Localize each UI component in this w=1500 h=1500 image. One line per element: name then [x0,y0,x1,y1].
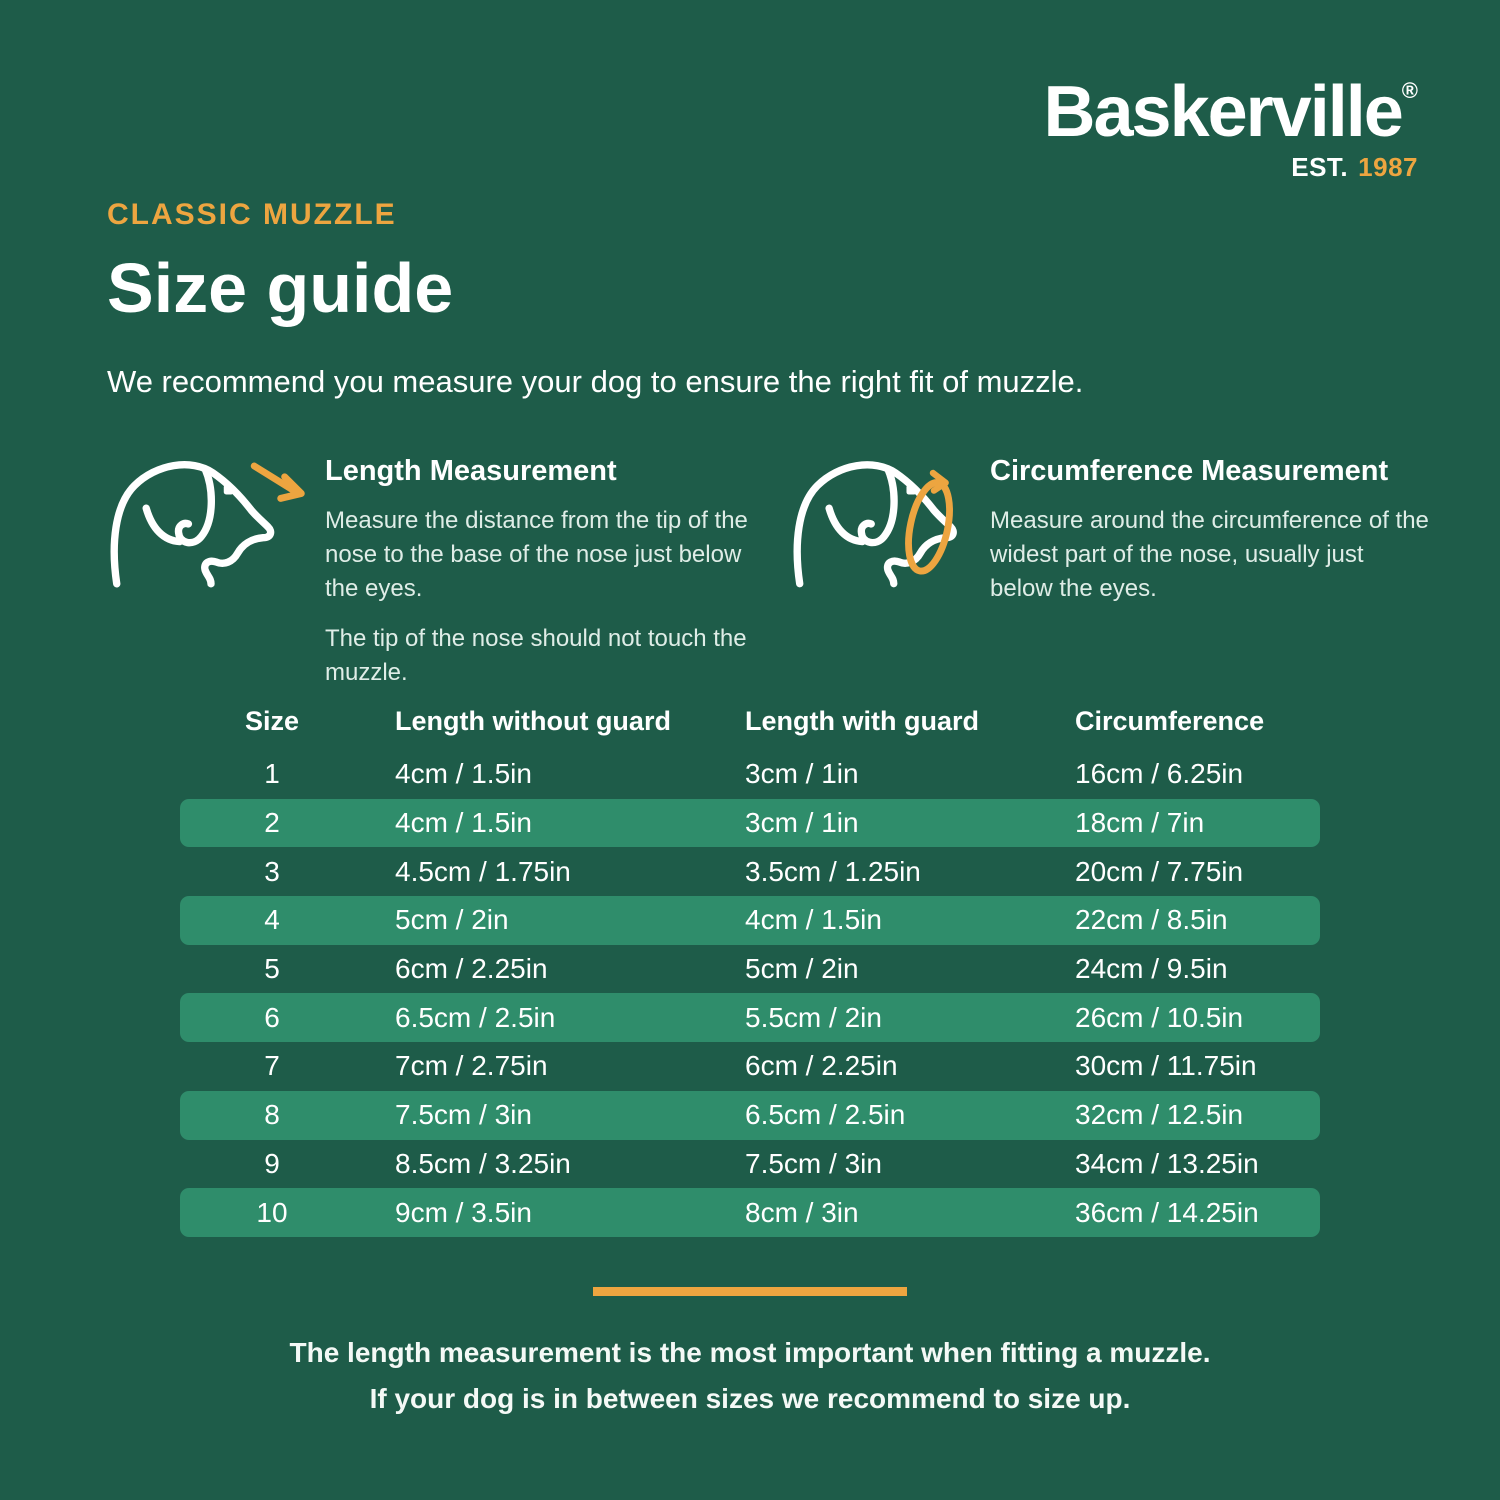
cell-circumference: 24cm / 9.5in [1075,953,1228,985]
length-measurement-paragraph-1: Measure the distance from the tip of the nose to the base of the nose just below the eyes. [325,507,748,603]
cell-circumference: 18cm / 7in [1075,807,1205,839]
cell-length-with-guard: 5cm / 2in [745,953,859,985]
footer-note-line-1: The length measurement is the most important when fitting a muzzle. [289,1337,1211,1368]
table-row [180,1188,1320,1237]
size-table [180,693,1320,1237]
cell-length-without-guard: 6.5cm / 2.5in [395,1001,556,1033]
length-measurement-paragraph-2: The tip of the nose should not touch the muzzle. [325,625,747,687]
table-row [180,945,1320,994]
cell-circumference: 32cm / 12.5in [1075,1099,1244,1131]
product-eyebrow: CLASSIC MUZZLE [107,198,397,231]
circumference-measurement-section [990,455,1430,622]
table-row [180,847,1320,896]
cell-length-with-guard: 5.5cm / 2in [745,1001,882,1033]
cell-size: 2 [264,807,280,839]
established-line [1043,152,1418,183]
table-row [180,993,1320,1042]
cell-length-without-guard: 6cm / 2.25in [395,953,548,985]
cell-length-without-guard: 4cm / 1.5in [395,807,532,839]
table-row [180,750,1320,799]
footer-note [0,1330,1500,1422]
cell-length-with-guard: 3.5cm / 1.25in [745,855,921,887]
table-row [180,896,1320,945]
cell-circumference: 26cm / 10.5in [1075,1001,1244,1033]
cell-circumference: 34cm / 13.25in [1075,1147,1259,1179]
brand-name: Baskerville® [1043,72,1418,152]
circumference-measurement-paragraph-1: Measure around the circumference of the widest part of the nose, usually just below the eyes. [990,507,1429,603]
cell-length-with-guard: 8cm / 3in [745,1196,859,1228]
accent-divider [593,1287,907,1296]
cell-size: 8 [264,1099,280,1131]
cell-length-with-guard: 3cm / 1in [745,807,859,839]
page-title: Size guide [107,249,454,327]
dog-head-length-arrow-icon [103,450,319,590]
column-header-length-without-guard: Length without guard [395,706,671,736]
cell-length-without-guard: 7cm / 2.75in [395,1050,548,1082]
length-measurement-section [325,455,757,706]
cell-circumference: 30cm / 11.75in [1075,1050,1257,1082]
circumference-measurement-title: Circumference Measurement [990,455,1389,487]
column-header-length-with-guard: Length with guard [745,706,979,736]
cell-length-with-guard: 3cm / 1in [745,758,859,790]
brand-logo [1043,72,1418,183]
table-row [180,1091,1320,1140]
column-header-size: Size [244,706,300,736]
cell-size: 4 [264,904,280,936]
cell-circumference: 16cm / 6.25in [1075,758,1244,790]
cell-length-with-guard: 6.5cm / 2.5in [745,1099,906,1131]
cell-circumference: 36cm / 14.25in [1075,1196,1259,1228]
table-row [180,799,1320,848]
dog-head-circumference-loop-icon [786,450,978,590]
cell-length-with-guard: 6cm / 2.25in [745,1050,898,1082]
cell-circumference: 22cm / 8.5in [1075,904,1228,936]
cell-size: 6 [264,1001,280,1033]
cell-length-without-guard: 9cm / 3.5in [395,1196,532,1228]
column-header-circumference: Circumference [1075,706,1265,736]
cell-size: 1 [264,758,280,790]
cell-length-without-guard: 7.5cm / 3in [395,1099,532,1131]
cell-length-with-guard: 7.5cm / 3in [745,1147,882,1179]
cell-size: 10 [256,1196,288,1228]
cell-size: 3 [264,855,280,887]
page-subtitle: We recommend you measure your dog to ensure the right fit of muzzle. [107,364,1084,399]
size-table-body [180,750,1320,1237]
cell-length-without-guard: 5cm / 2in [395,904,509,936]
cell-size: 7 [264,1050,280,1082]
cell-size: 9 [264,1147,280,1179]
cell-length-with-guard: 4cm / 1.5in [745,904,882,936]
size-table-header [180,693,1320,750]
cell-length-without-guard: 4cm / 1.5in [395,758,532,790]
table-row [180,1042,1320,1091]
established-label: EST. [1291,152,1349,182]
established-year: 1987 [1358,152,1418,182]
footer-note-line-2: If your dog is in between sizes we recommend to size up. [369,1383,1131,1414]
cell-length-without-guard: 8.5cm / 3.25in [395,1147,571,1179]
cell-length-without-guard: 4.5cm / 1.75in [395,855,571,887]
table-row [180,1140,1320,1189]
cell-circumference: 20cm / 7.75in [1075,855,1244,887]
cell-size: 5 [264,953,280,985]
length-measurement-title: Length Measurement [325,455,617,487]
registered-trademark-symbol: ® [1401,78,1418,103]
